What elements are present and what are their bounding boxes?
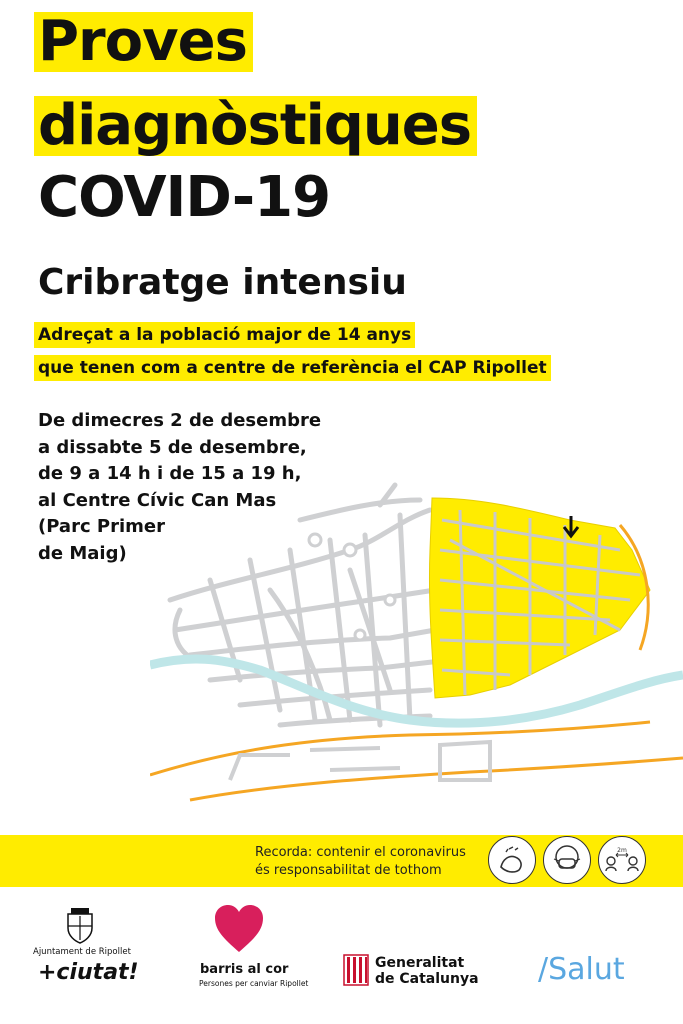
barris-tagline: Persones per canviar Ripollet	[199, 979, 309, 988]
details-line: (Parc Primer	[38, 516, 165, 537]
ripollet-name: Ajuntament de Ripollet	[33, 947, 131, 957]
salut-logo: /Salut	[538, 952, 625, 987]
ripollet-slogan: +ciutat!	[38, 960, 139, 985]
title-line-1: Proves	[34, 12, 253, 72]
ripollet-crest-icon	[65, 906, 95, 944]
details-line: al Centre Cívic Can Mas	[38, 489, 277, 511]
social-distance-icon	[598, 836, 646, 884]
street-map	[150, 480, 683, 820]
details-line: de 9 a 14 h i de 15 a 19 h,	[38, 463, 302, 484]
details-line: De dimecres 2 de desembre	[38, 410, 322, 431]
details-line: a dissabte 5 de desembre,	[38, 436, 307, 458]
reminder-text	[255, 844, 466, 880]
audience-line-2: que tenen com a centre de referència el CAP Ripollet	[34, 355, 551, 381]
footer	[0, 890, 683, 1024]
details-line: de Maig)	[38, 542, 127, 564]
title-line-2: diagnòstiques	[34, 96, 477, 156]
barris-name: barris al cor	[200, 962, 289, 977]
plazas	[309, 534, 395, 640]
title-line-3: COVID-19	[38, 165, 331, 230]
generalitat-name	[375, 955, 479, 987]
generalitat-flag-icon	[343, 954, 369, 986]
hand-washing-icon	[488, 836, 536, 884]
reminder-line-1: Recorda: contenir el coronavirus	[255, 845, 466, 860]
subtitle: Cribratge intensiu	[38, 262, 407, 303]
audience-line-1: Adreçat a la població major de 14 anys	[34, 322, 415, 348]
generalitat-line-1: Generalitat	[375, 955, 465, 971]
face-mask-icon	[543, 836, 591, 884]
reminder-line-2: és responsabilitat de tothom	[255, 863, 442, 878]
distance-label: 2m	[617, 847, 627, 854]
heart-icon	[213, 904, 265, 954]
generalitat-line-2: de Catalunya	[375, 971, 479, 987]
